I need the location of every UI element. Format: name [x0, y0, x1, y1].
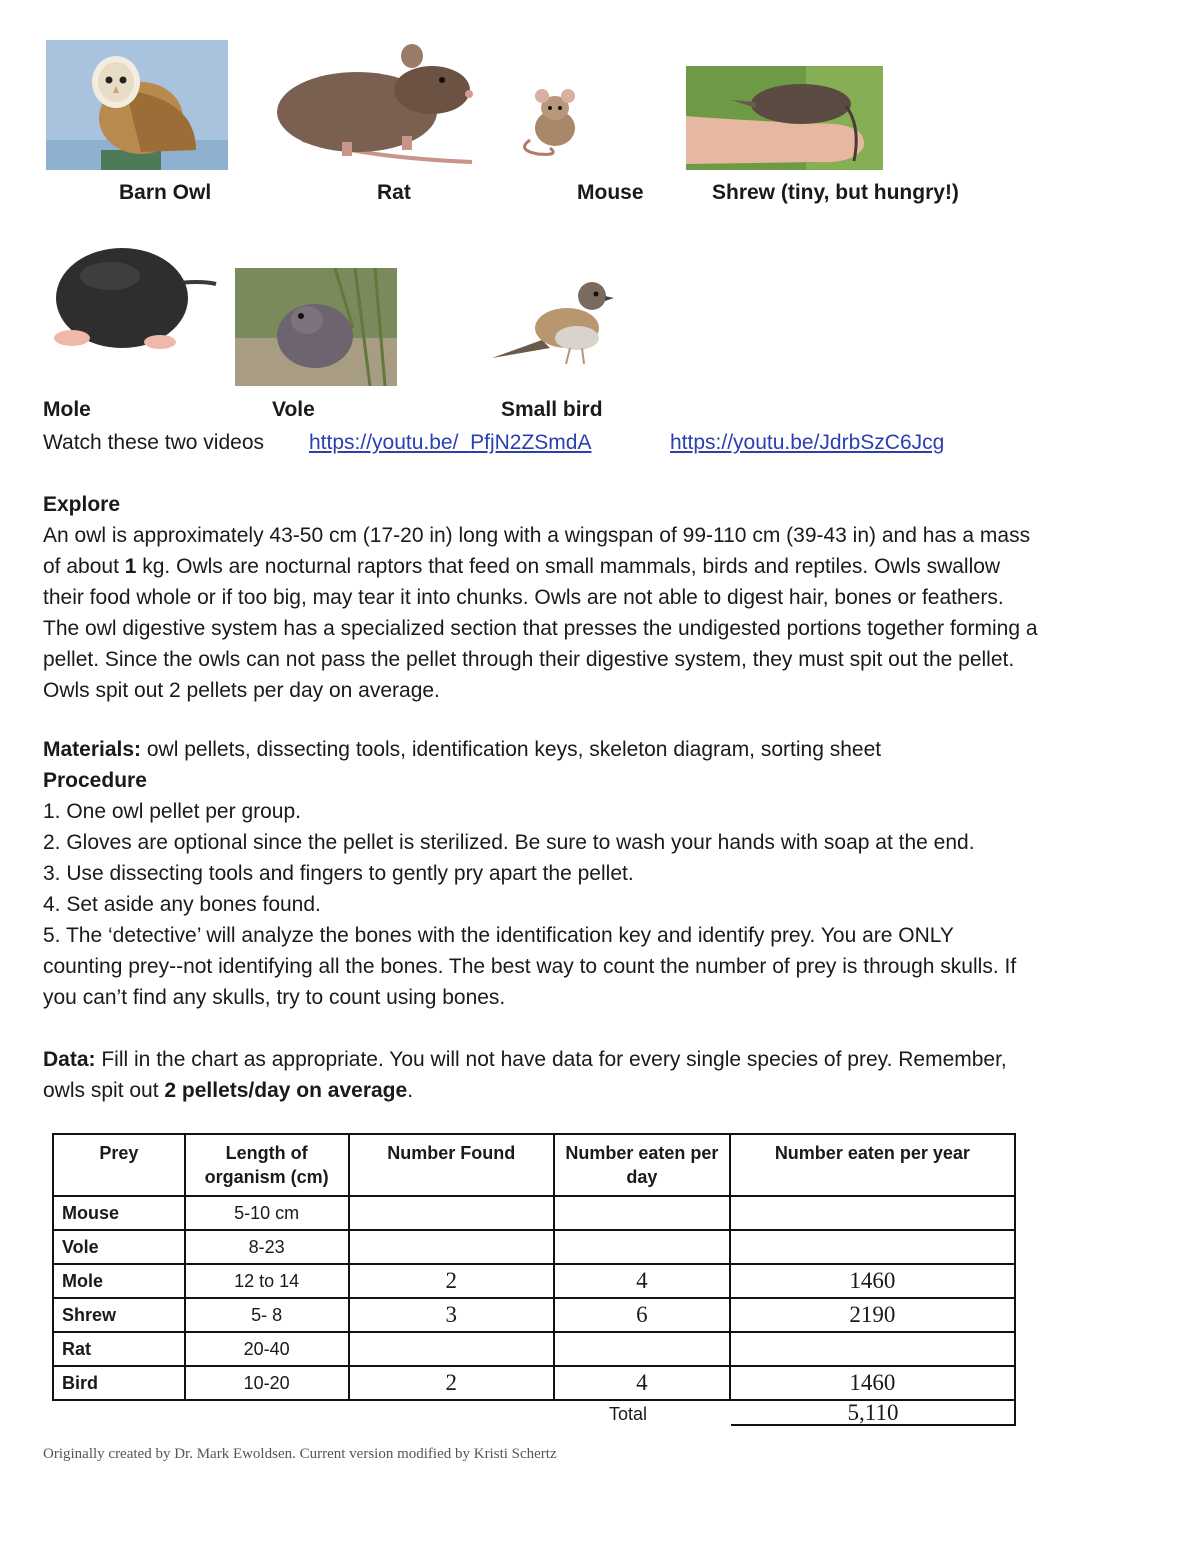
cell-found[interactable]: 2: [349, 1366, 555, 1400]
procedure-step-4: 4. Set aside any bones found.: [43, 893, 321, 916]
cell-per-day[interactable]: 6: [554, 1298, 730, 1332]
explore-heading: Explore: [43, 493, 121, 516]
cell-per-day[interactable]: 4: [554, 1264, 730, 1298]
header-length: [185, 1134, 349, 1196]
cell-found[interactable]: 2: [349, 1264, 555, 1298]
rat-photo: [262, 40, 480, 168]
cell-per-year[interactable]: [730, 1196, 1015, 1230]
explore-line-3: their food whole or if too big, may tear it into chunks. Owls are not able to digest hair, bones or feathers.: [43, 586, 1004, 609]
materials-label: Materials:: [43, 738, 142, 761]
owl-mass-value: 1: [124, 555, 137, 578]
video-link-1[interactable]: https://youtu.be/_PfjN2ZSmdA: [309, 431, 592, 454]
procedure-step-5-end: you can’t find any skulls, try to count using bones.: [43, 986, 506, 1009]
table-row: [53, 1298, 1015, 1332]
barn-owl-photo: [46, 40, 228, 170]
table-row: [53, 1366, 1015, 1400]
cell-length: 5- 8: [185, 1298, 349, 1332]
caption-mole: Mole: [43, 398, 91, 421]
cell-prey: Vole: [53, 1230, 185, 1264]
caption-small-bird: Small bird: [501, 398, 603, 421]
procedure-heading: Procedure: [43, 769, 147, 792]
cell-per-year[interactable]: [730, 1332, 1015, 1366]
mole-photo: [50, 236, 218, 358]
cell-found[interactable]: [349, 1196, 555, 1230]
header-prey: Prey: [53, 1134, 185, 1196]
procedure-step-1: 1. One owl pellet per group.: [43, 800, 301, 823]
total-value: 5,110: [731, 1402, 1015, 1426]
cell-per-day[interactable]: 4: [554, 1366, 730, 1400]
data-line-1: [43, 1044, 1007, 1075]
cell-prey: Shrew: [53, 1298, 185, 1332]
explore-line-2b: kg. Owls are nocturnal raptors that feed on small mammals, birds and reptiles. Owls swallow: [136, 555, 1001, 578]
header-per-year: Number eaten per year: [730, 1134, 1015, 1196]
explore-line-4: The owl digestive system has a specialized section that presses the undigested portions together forming a: [43, 617, 1038, 640]
data-text-1: Fill in the chart as appropriate. You will not have data for every single species of prey. Remember,: [95, 1048, 1007, 1071]
explore-line-1: An owl is approximately 43-50 cm (17-20 in) long with a wingspan of 99-110 cm (39-43 in) and has a mass: [43, 524, 1031, 547]
cell-found[interactable]: [349, 1332, 555, 1366]
cell-found[interactable]: [349, 1230, 555, 1264]
table-header-row: [53, 1134, 1015, 1196]
cell-found[interactable]: 3: [349, 1298, 555, 1332]
data-line-2: [43, 1075, 413, 1106]
prey-table: [52, 1133, 1016, 1401]
caption-vole: Vole: [272, 398, 315, 421]
cell-length: 8-23: [185, 1230, 349, 1264]
cell-prey: Mouse: [53, 1196, 185, 1230]
cell-length: 10-20: [185, 1366, 349, 1400]
materials-line: [43, 734, 881, 765]
cell-prey: Mole: [53, 1264, 185, 1298]
videos-intro: Watch these two videos: [43, 431, 264, 454]
data-text-2: owls spit out: [43, 1079, 165, 1102]
caption-mouse: Mouse: [577, 181, 644, 204]
header-length-text: Length of organism (cm): [204, 1143, 329, 1187]
video-link-2[interactable]: https://youtu.be/JdrbSzC6Jcg: [670, 431, 945, 454]
total-label: Total: [609, 1404, 648, 1424]
cell-prey: Bird: [53, 1366, 185, 1400]
caption-rat: Rat: [377, 181, 411, 204]
cell-per-day[interactable]: [554, 1332, 730, 1366]
cell-per-year[interactable]: [730, 1230, 1015, 1264]
procedure-step-2: 2. Gloves are optional since the pellet is sterilized. Be sure to wash your hands with soap at the end.: [43, 831, 975, 854]
header-per-day: Number eaten per day: [554, 1134, 730, 1196]
materials-text: owl pellets, dissecting tools, identification keys, skeleton diagram, sorting sheet: [141, 738, 882, 761]
table-row: [53, 1230, 1015, 1264]
cell-prey: Rat: [53, 1332, 185, 1366]
procedure-step-5-cont: counting prey--not identifying all the bones. The best way to count the number of prey is through skulls. If: [43, 955, 1017, 978]
cell-length: 20-40: [185, 1332, 349, 1366]
explore-line-2: [43, 551, 1000, 582]
data-bold-2: 2 pellets/day on average: [164, 1079, 408, 1102]
cell-per-year[interactable]: 1460: [730, 1264, 1015, 1298]
header-number-found: Number Found: [349, 1134, 555, 1196]
procedure-step-5: 5. The ‘detective’ will analyze the bones with the identification key and identify prey. You are ONLY: [43, 924, 954, 947]
caption-barn-owl: Barn Owl: [119, 181, 212, 204]
mouse-photo: [510, 78, 590, 158]
explore-line-6: Owls spit out 2 pellets per day on average.: [43, 679, 440, 702]
caption-shrew: Shrew (tiny, but hungry!): [712, 181, 959, 204]
cell-per-year[interactable]: 2190: [730, 1298, 1015, 1332]
table-row: [53, 1264, 1015, 1298]
videos-line: [43, 427, 264, 458]
shrew-photo: [686, 66, 883, 170]
data-end-2: .: [407, 1079, 414, 1102]
explore-line-2a: of about: [43, 555, 125, 578]
footer-credit: Originally created by Dr. Mark Ewoldsen. Current version modified by Kristi Schertz: [43, 1446, 557, 1462]
cell-length: 12 to 14: [185, 1264, 349, 1298]
cell-per-day[interactable]: [554, 1196, 730, 1230]
cell-per-year[interactable]: 1460: [730, 1366, 1015, 1400]
data-label: Data:: [43, 1048, 96, 1071]
table-row: [53, 1196, 1015, 1230]
procedure-step-3: 3. Use dissecting tools and fingers to gently pry apart the pellet.: [43, 862, 634, 885]
small-bird-photo: [492, 268, 616, 368]
cell-per-day[interactable]: [554, 1230, 730, 1264]
cell-length: 5-10 cm: [185, 1196, 349, 1230]
vole-photo: [235, 268, 397, 386]
table-row: [53, 1332, 1015, 1366]
explore-line-5: pellet. Since the owls can not pass the pellet through their digestive system, they must spit out the pellet.: [43, 648, 1015, 671]
total-right-border: [1014, 1398, 1016, 1426]
